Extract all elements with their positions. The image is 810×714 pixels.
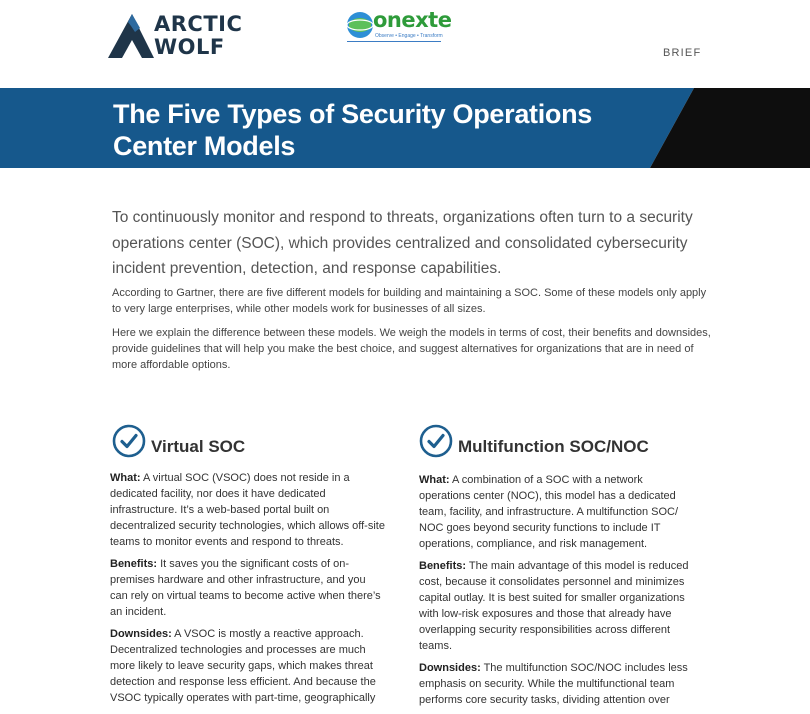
page-title-line2: Center Models [113, 131, 296, 161]
check-circle-icon [112, 424, 146, 458]
downsides-label: Downsides: [419, 662, 481, 674]
benefits-text: It saves you the significant costs of on-premises hardware and other infrastructure, and you can rely on virtual teams to become active when there’s an incident. [110, 558, 381, 618]
downsides-text: The multifunction SOC/NOC includes less emphasis on security. While the multifunctional team performs core security tasks, dividing attention over [419, 662, 688, 706]
section-title: Virtual SOC [151, 437, 246, 456]
arctic-wolf-logo [108, 12, 243, 60]
logo-text-line1: ARCTIC [154, 12, 243, 36]
section-title: Multifunction SOC/NOC [458, 437, 649, 456]
check-circle-icon [419, 424, 453, 458]
benefits-text: The main advantage of this model is reduced cost, because it consolidates personnel and minimizes capital outlay. It is best suited for smaller organizations with low-risk exposures and those that already have overlapping security responsibilities across different teams. [419, 560, 689, 652]
section-header-virtual-soc [112, 424, 245, 458]
benefits-paragraph [419, 558, 695, 654]
downsides-text: A VSOC is mostly a reactive approach. Decentralized technologies and processes are much more likely to leave security gaps, which makes threat detection and response less efficient. And because the VSOC typically operates with part-time, geographically [110, 628, 376, 704]
document-type-label: BRIEF [663, 47, 702, 59]
body-paragraph-1: According to Gartner, there are five different models for building and maintaining a SOC. Some of these models only apply to very large enterprises, while other models work for businesses of all sizes. [112, 287, 707, 315]
column-multifunction-soc-noc [419, 472, 695, 714]
benefits-label: Benefits: [419, 560, 467, 572]
intro-paragraph: To continuously monitor and respond to threats, organizations often turn to a security operations center (SOC), which provides centralized and consolidated cybersecurity incident prevention, detection, and response capabilities. [112, 209, 693, 277]
what-paragraph [419, 472, 695, 552]
logo-text-line2: WOLF [154, 35, 225, 59]
body-paragraph-2: Here we explain the difference between these models. We weigh the models in terms of cost, their benefits and downsides, provide guidelines that will help you make the best choice, and suggest alternatives for organizations that are in need of more affordable options. [112, 327, 711, 371]
benefits-label: Benefits: [110, 558, 158, 570]
what-text: A combination of a SOC with a network operations center (NOC), this model has a dedicated team, facility, and infrastructure. A multifunction SOC/ NOC goes beyond security functions to include IT operations, compliance, and risk management. [419, 474, 679, 550]
column-virtual-soc [110, 470, 386, 712]
downsides-label: Downsides: [110, 628, 172, 640]
what-paragraph [110, 470, 386, 550]
downsides-paragraph [110, 626, 386, 706]
what-label: What: [419, 474, 450, 486]
benefits-paragraph [110, 556, 386, 620]
onexte-underline [347, 41, 441, 42]
onexte-wordmark: onexte [373, 8, 452, 32]
page-title [113, 98, 653, 162]
what-label: What: [110, 472, 141, 484]
what-text: A virtual SOC (VSOC) does not reside in a dedicated facility, nor does it have dedicated infrastructure. It’s a web-based portal built on decentralized security technologies, which allows off-site teams to monitor events and respond to threats. [110, 472, 385, 548]
downsides-paragraph [419, 660, 695, 708]
onexte-logo [345, 8, 452, 44]
section-header-multifunction-soc-noc [419, 424, 649, 458]
globe-icon [345, 10, 375, 40]
page-title-line1: The Five Types of Security Operations [113, 99, 593, 129]
wolf-mountain-icon [108, 12, 156, 60]
onexte-tagline: Observe • Engage • Transform [375, 33, 443, 39]
